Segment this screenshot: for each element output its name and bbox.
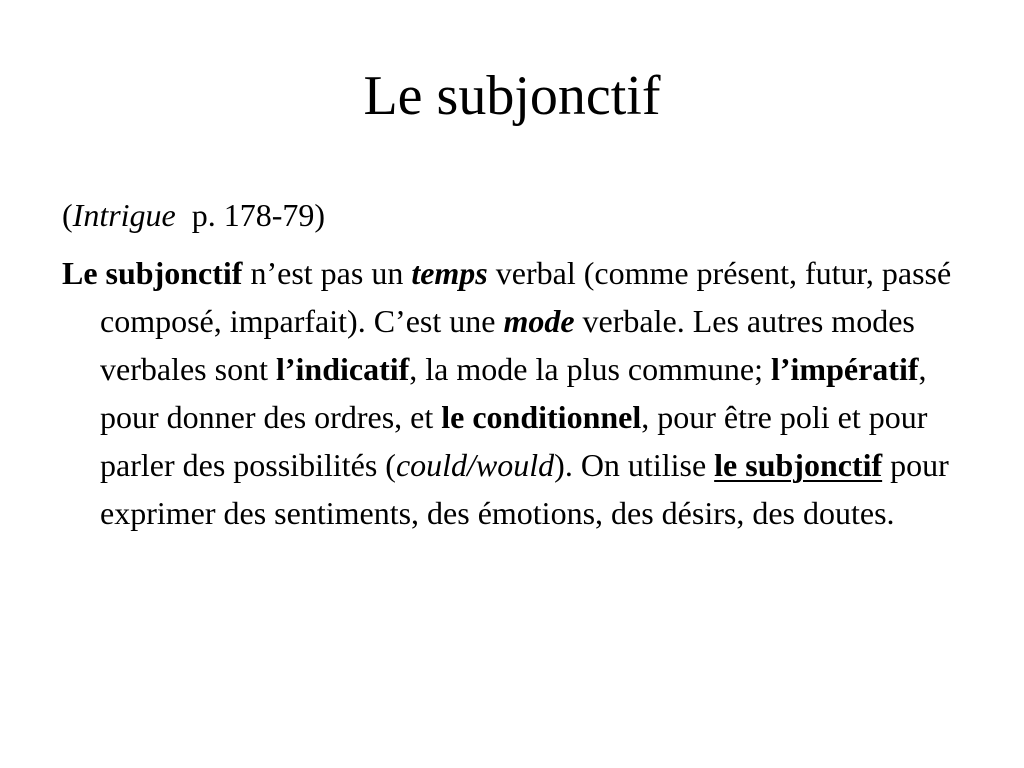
term-imperatif: l’impératif <box>770 351 919 387</box>
book-reference <box>62 191 962 239</box>
subjunctive-definition-paragraph <box>62 249 962 537</box>
paragraph-text-1: n’est pas un <box>242 255 412 291</box>
term-conditionnel: le conditionnel <box>441 399 642 435</box>
paragraph-text-2: verbal (comme présent, futur, passé composé, imparfait). C’est une <box>100 255 952 339</box>
paragraph-text-8: pour exprimer des sentiments, des émotions, des désirs, des doutes. <box>100 447 949 531</box>
term-mode: mode <box>503 303 575 339</box>
paragraph-text-3: verbale. Les autres modes verbales sont <box>100 303 915 387</box>
paragraph-text-4: , la mode la plus commune; <box>409 351 771 387</box>
paragraph-text-7: ). On utilise <box>554 447 715 483</box>
slide-title: Le subjonctif <box>363 65 661 127</box>
term-le-subjonctif-underlined: le subjonctif <box>714 447 883 483</box>
slide-body <box>62 191 962 537</box>
reference-book-title: Intrigue <box>72 197 176 233</box>
term-temps: temps <box>411 255 488 291</box>
reference-pages: p. 178-79) <box>191 197 326 233</box>
paragraph-text-6: , pour être poli et pour parler des possibilités ( <box>100 399 928 483</box>
paragraph-text-5: , pour donner des ordres, et <box>100 351 927 435</box>
term-subjonctif: Le subjonctif <box>62 255 243 291</box>
term-could-would: could/would <box>395 447 555 483</box>
reference-open-paren: ( <box>62 197 73 233</box>
term-indicatif: l’indicatif <box>275 351 410 387</box>
